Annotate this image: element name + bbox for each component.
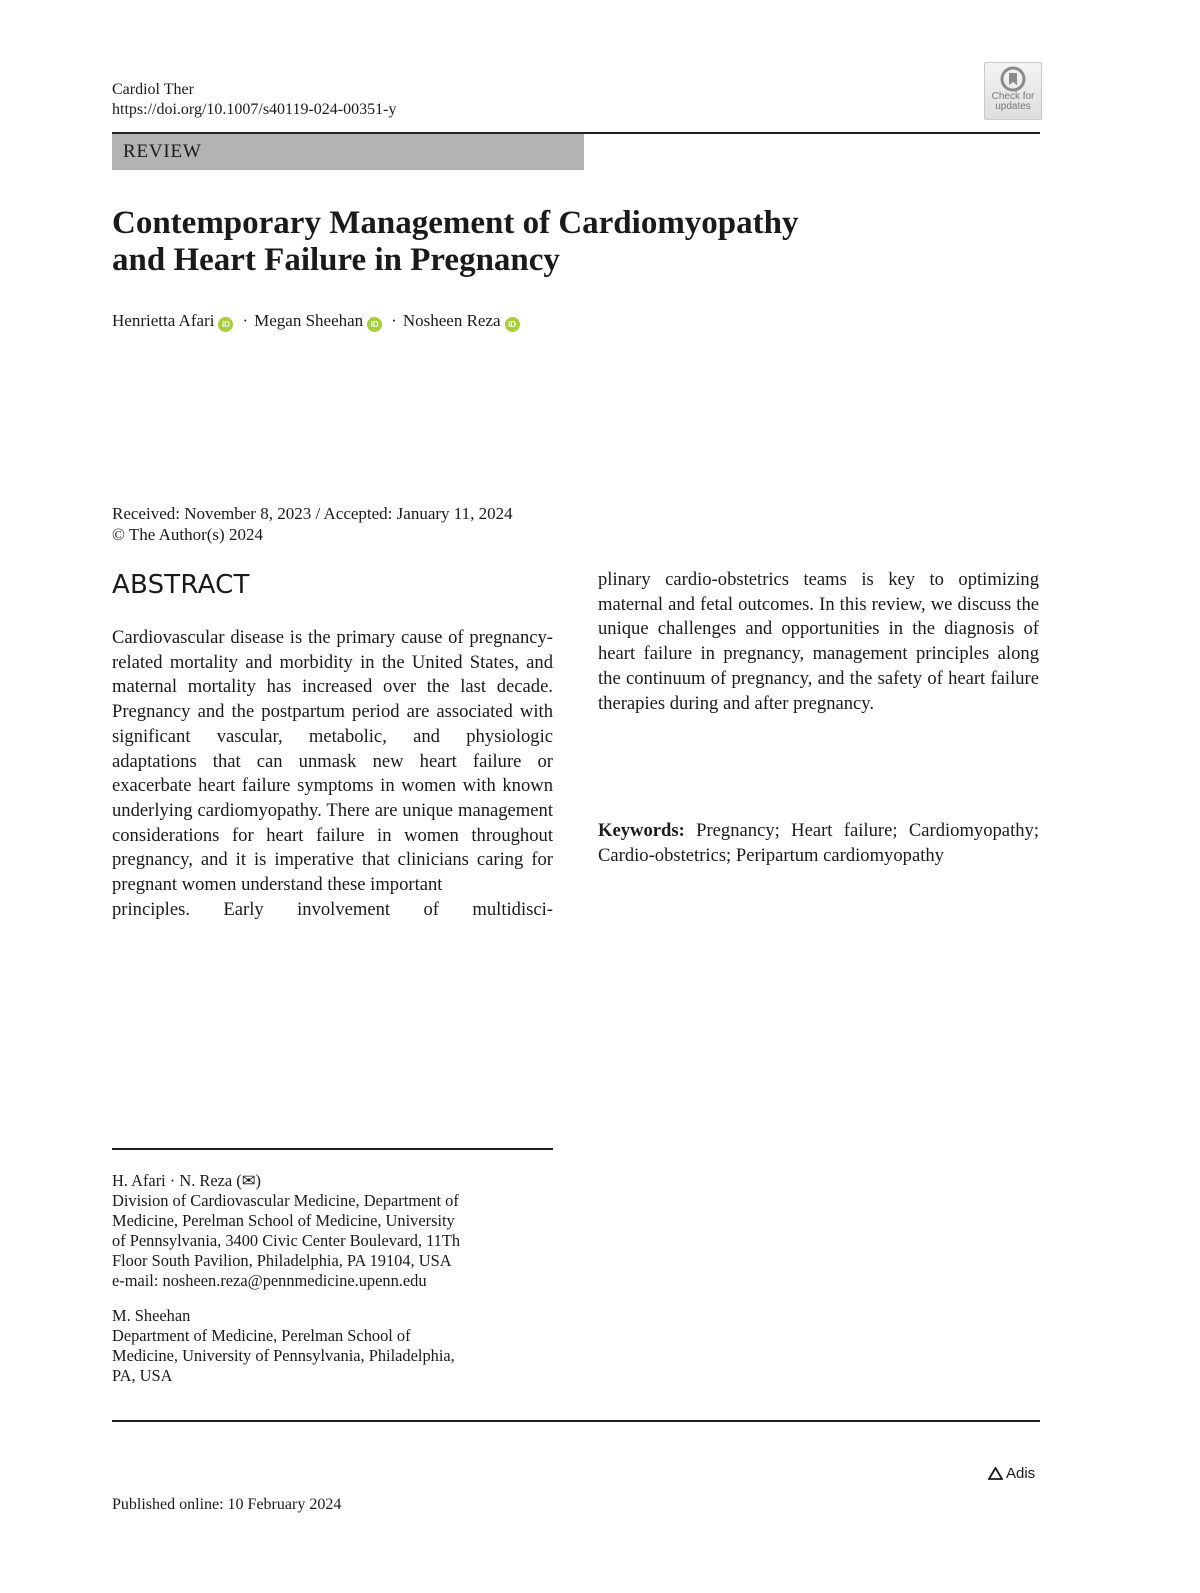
- corresponding-email[interactable]: e-mail: nosheen.reza@pennmedicine.upenn.edu: [112, 1271, 427, 1290]
- abstract-heading: ABSTRACT: [112, 570, 250, 600]
- copyright-notice: © The Author(s) 2024: [112, 525, 263, 544]
- affiliation-rule: [112, 1148, 553, 1150]
- doi-link[interactable]: https://doi.org/10.1007/s40119-024-00351-y: [112, 101, 397, 118]
- journal-name: Cardiol Ther: [112, 81, 194, 98]
- article-dates: [112, 503, 513, 545]
- author-name[interactable]: Nosheen Reza: [402, 311, 501, 330]
- check-for-updates-badge[interactable]: [984, 62, 1042, 120]
- badge-label-1: Check for: [991, 91, 1035, 102]
- badge-label-2: updates: [995, 101, 1031, 112]
- keywords-label: Keywords:: [598, 820, 685, 841]
- affiliation-line: PA, USA: [112, 1366, 173, 1385]
- publisher-name: Adis: [1006, 1465, 1036, 1482]
- footer-rule: [112, 1420, 1040, 1422]
- orcid-icon[interactable]: iD: [367, 317, 382, 332]
- author-name[interactable]: Megan Sheehan: [254, 311, 364, 330]
- abstract-text-left-last-line: principles. Early involvement of multidisci-: [112, 898, 553, 920]
- orcid-icon[interactable]: iD: [505, 317, 520, 332]
- affiliation-line: of Pennsylvania, 3400 Civic Center Boulevard, 11Th: [112, 1231, 461, 1250]
- affiliation-authors: H. Afari · N. Reza (✉): [112, 1171, 261, 1190]
- author-name[interactable]: Henrietta Afari: [112, 311, 215, 330]
- affiliation-line: Division of Cardiovascular Medicine, Department of: [112, 1191, 459, 1210]
- crossmark-icon: [1000, 66, 1026, 92]
- orcid-icon[interactable]: iD: [218, 317, 233, 332]
- article-type-label: REVIEW: [112, 134, 584, 170]
- received-accepted-dates: Received: November 8, 2023 / Accepted: January 11, 2024: [112, 504, 513, 523]
- keywords-text: Pregnancy; Heart failure; Cardiomyopathy; Cardio-obstetrics; Peripartum cardiomyopathy: [598, 820, 1039, 866]
- title-line-1: Contemporary Management of Cardiomyopathy: [112, 205, 799, 241]
- author-separator: ·: [391, 311, 397, 330]
- affiliation-line: Medicine, University of Pennsylvania, Philadelphia,: [112, 1346, 455, 1365]
- abstract-left-column: [112, 626, 553, 922]
- affiliation-line: Department of Medicine, Perelman School of: [112, 1326, 411, 1345]
- publisher-logo: [988, 1464, 1035, 1484]
- affiliation-block: [112, 1306, 532, 1386]
- published-date: Published online: 10 February 2024: [112, 1496, 342, 1513]
- keywords: [598, 819, 1039, 868]
- abstract-text-right: plinary cardio-obstetrics teams is key to optimizing maternal and fetal outcomes. In this review, we discuss the unique challenges and opportunities in the diagnosis of heart failure in pregnancy, management principles along the continuum of pregnancy, and the safety of heart failure therapies during and after pregnancy.: [598, 569, 1039, 714]
- author-separator: ·: [242, 311, 249, 330]
- affiliation-authors: M. Sheehan: [112, 1306, 191, 1325]
- journal-header: [112, 80, 396, 120]
- author-list: [112, 310, 526, 332]
- abstract-text-left: Cardiovascular disease is the primary cause of pregnancy-related mortality and morbidity in the United States, and maternal mortality has increased over the last decade. Pregnancy and the postpartum period are associated with significant vascular, metabolic, and physiologic adaptations that can unmask new heart failure or exacerbate heart failure symptoms in women with known underlying cardiomyopathy. There are unique management considerations for heart failure in women throughout pregnancy, and it is imperative that clinicians caring for pregnant women understand these important: [112, 627, 553, 896]
- adis-triangle-icon: [988, 1467, 1003, 1480]
- title-line-2: and Heart Failure in Pregnancy: [112, 242, 560, 278]
- affiliation-line: Floor South Pavilion, Philadelphia, PA 19104, USA: [112, 1251, 452, 1270]
- article-title: [112, 205, 1012, 279]
- abstract-right-column: [598, 568, 1039, 716]
- affiliation-block: [112, 1171, 532, 1291]
- affiliation-line: Medicine, Perelman School of Medicine, University: [112, 1211, 455, 1230]
